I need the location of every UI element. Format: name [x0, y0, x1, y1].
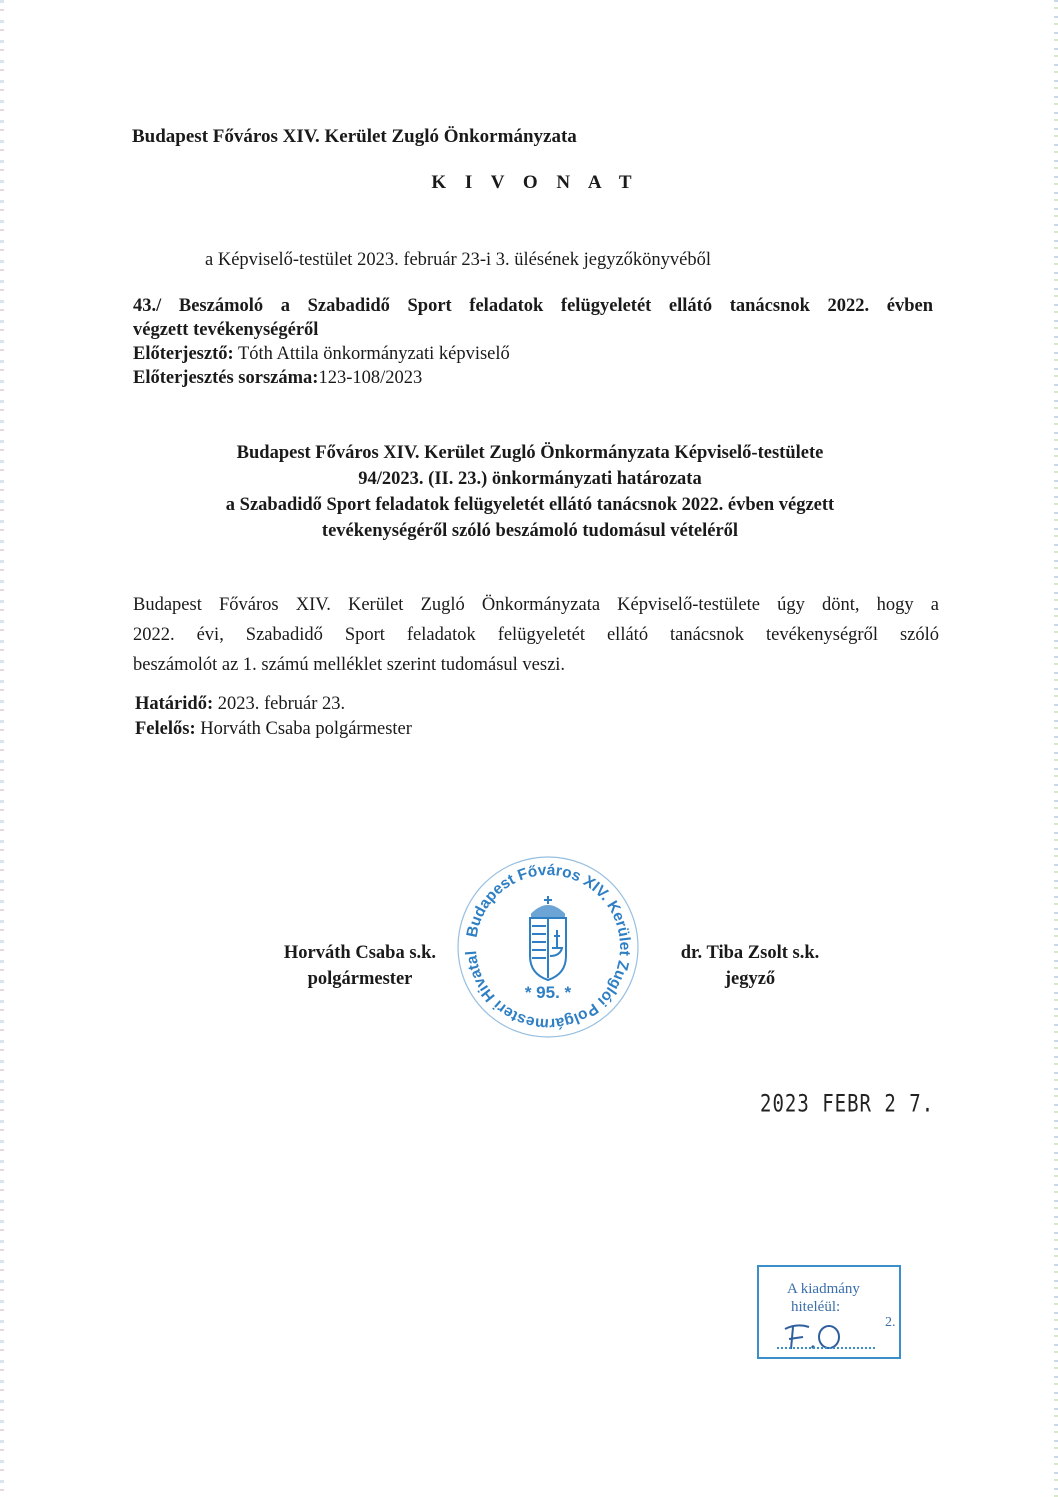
cert-page-number: 2. — [885, 1315, 896, 1330]
coat-of-arms-icon — [530, 896, 566, 980]
document-title: K I V O N A T — [431, 172, 639, 193]
signature-notary — [660, 940, 840, 992]
notary-role: jegyző — [724, 969, 776, 989]
date-stamp: 2023 FEBR 2 7. — [760, 1090, 935, 1118]
resolution-heading — [150, 440, 910, 544]
certification-stamp — [757, 1265, 901, 1359]
resolution-line2: 94/2023. (II. 23.) önkormányzati határozata — [358, 469, 702, 489]
responsible-label: Felelős: — [135, 719, 196, 739]
resolution-line3: a Szabadidő Sport feladatok felügyeletét ellátó tanácsnok 2022. évben végzett — [225, 495, 835, 515]
presenter-value: Tóth Attila önkormányzati képviselő — [233, 344, 510, 364]
resolution-line1: Budapest Főváros XIV. Kerület Zugló Önkormányzata Képviselő-testülete — [236, 443, 824, 463]
responsible-value: Horváth Csaba polgármester — [195, 719, 412, 739]
scan-edge-left — [0, 0, 4, 1497]
agenda-item — [133, 294, 933, 390]
presenter-row — [133, 342, 933, 366]
initials-signature-icon — [779, 1319, 869, 1355]
presenter-label: Előterjesztő: — [133, 344, 234, 364]
proposal-number-value: 123-108/2023 — [318, 368, 423, 388]
org-header: Budapest Főváros XIV. Kerület Zugló Önkormányzata — [132, 126, 577, 147]
cert-line2: hiteléül: — [791, 1299, 841, 1315]
body-line1: Budapest Főváros XIV. Kerület Zugló Önkormányzata Képviselő-testülete úgy dönt, hogy a — [133, 595, 939, 615]
document-subtitle: a Képviselő-testület 2023. február 23-i 3. ülésének jegyzőkönyvéből — [205, 250, 712, 270]
body-line3: beszámolót az 1. számú melléklet szerint tudomásul veszi. — [133, 655, 566, 675]
mayor-role: polgármester — [307, 969, 413, 989]
body-line2: 2022. évi, Szabadidő Sport feladatok felügyeletét ellátó tanácsnok tevékenységről szóló — [133, 625, 939, 645]
signature-mayor — [270, 940, 450, 992]
scan-edge-right — [1054, 0, 1058, 1497]
deadline-row — [135, 692, 412, 717]
responsible-row — [135, 717, 412, 742]
stamp-ring-text: Budapest Főváros XIV. Kerület Zuglói Polgármesteri Hivatal — [463, 861, 634, 1033]
notary-name: dr. Tiba Zsolt s.k. — [680, 943, 820, 963]
proposal-number-label: Előterjesztés sorszáma: — [133, 368, 319, 388]
deadline-block — [135, 692, 412, 742]
resolution-body — [133, 590, 939, 680]
official-stamp — [448, 852, 648, 1042]
agenda-title-line2: végzett tevékenységéről — [133, 320, 319, 340]
deadline-value: 2023. február 23. — [213, 694, 346, 714]
stamp-number: * 95. * — [524, 983, 572, 1002]
cert-signature-line — [777, 1347, 875, 1349]
resolution-line4: tevékenységéről szóló beszámoló tudomásul vételéről — [321, 521, 739, 541]
agenda-title-line1: 43./ Beszámoló a Szabadidő Sport feladatok felügyeletét ellátó tanácsnok 2022. évben — [133, 296, 933, 316]
mayor-name: Horváth Csaba s.k. — [283, 943, 437, 963]
deadline-label: Határidő: — [135, 694, 214, 714]
cert-line1: A kiadmány — [787, 1281, 860, 1297]
official-stamp-svg — [448, 852, 648, 1042]
proposal-number-row — [133, 366, 933, 390]
